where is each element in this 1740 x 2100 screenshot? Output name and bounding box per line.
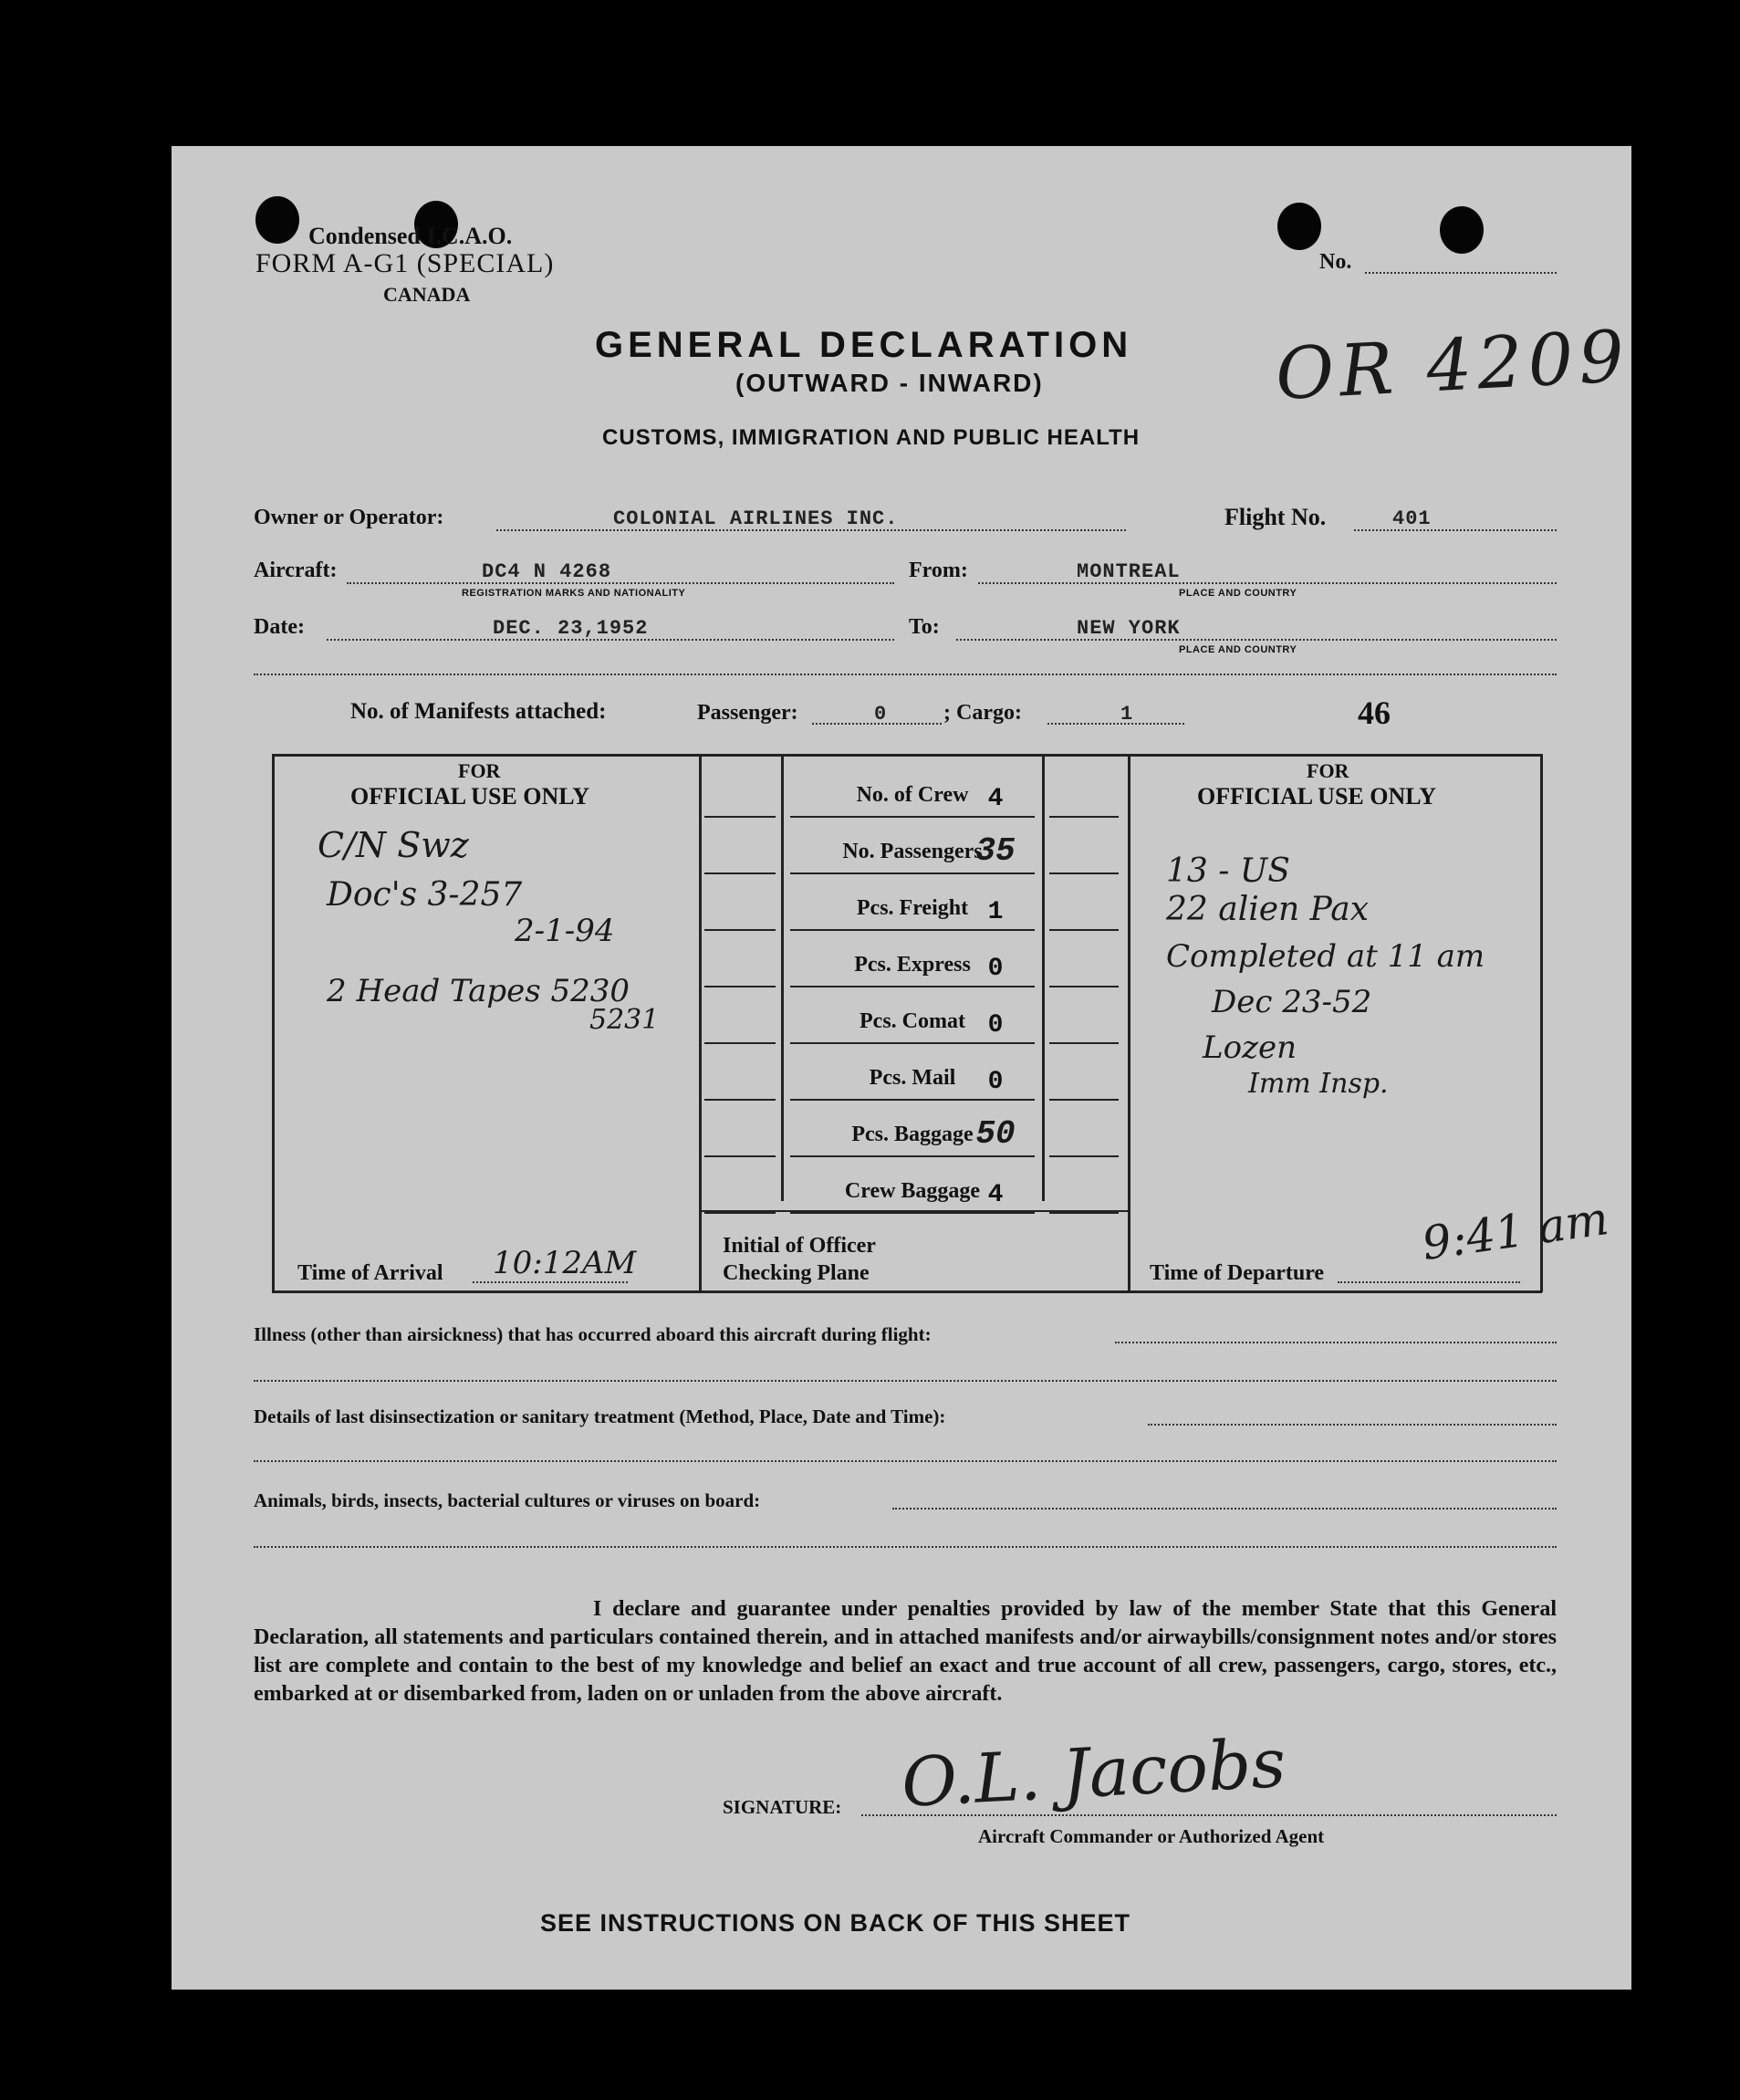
form-code-line2: FORM A-G1 (SPECIAL) bbox=[255, 248, 555, 278]
right-official-header-1: FOR bbox=[1307, 759, 1349, 782]
row-separator bbox=[704, 1212, 776, 1214]
aircraft-label: Aircraft: bbox=[254, 559, 338, 582]
disinsectization-label: Details of last disinsectization or sanitary treatment (Method, Place, Date and Time): bbox=[254, 1405, 946, 1427]
instructions-footer: SEE INSTRUCTIONS ON BACK OF THIS SHEET bbox=[540, 1909, 1131, 1937]
row-value: 0 bbox=[987, 1068, 1004, 1096]
row-label: Pcs. Freight bbox=[856, 896, 969, 920]
arrival-value: 10:12AM bbox=[493, 1245, 637, 1281]
from-value: MONTREAL bbox=[1077, 560, 1181, 583]
left-note: 2 Head Tapes 5230 bbox=[327, 973, 630, 1009]
row-separator bbox=[1049, 986, 1119, 987]
flight-label: Flight No. bbox=[1224, 504, 1327, 530]
punch-hole bbox=[255, 196, 299, 244]
row-separator bbox=[1049, 1155, 1119, 1157]
row-separator bbox=[790, 929, 1035, 931]
row-label: No. of Crew bbox=[856, 783, 969, 807]
row-separator bbox=[790, 1155, 1035, 1157]
manifests-cargo-label: ; Cargo: bbox=[943, 701, 1022, 725]
row-separator bbox=[790, 816, 1035, 818]
row-separator bbox=[790, 1099, 1035, 1101]
owner-label: Owner or Operator: bbox=[254, 506, 444, 529]
right-note: 22 alien Pax bbox=[1166, 891, 1370, 928]
row-separator bbox=[1049, 872, 1119, 874]
row-label: Pcs. Baggage bbox=[851, 1123, 974, 1146]
row-label: Crew Baggage bbox=[844, 1179, 981, 1203]
left-note: Doc's 3-257 bbox=[327, 876, 523, 914]
left-note: C/N Swz bbox=[318, 825, 469, 865]
from-caption: PLACE AND COUNTRY bbox=[1179, 588, 1297, 599]
to-caption: PLACE AND COUNTRY bbox=[1179, 644, 1297, 655]
signature-value: O.L. Jacobs bbox=[900, 1724, 1288, 1823]
row-separator bbox=[1049, 1212, 1119, 1214]
aircraft-value: DC4 N 4268 bbox=[482, 560, 612, 583]
right-official-header-2: OFFICIAL USE ONLY bbox=[1197, 783, 1436, 810]
page-subtitle: (OUTWARD - INWARD) bbox=[735, 369, 1044, 397]
row-separator bbox=[704, 986, 776, 987]
aircraft-caption: REGISTRATION MARKS AND NATIONALITY bbox=[462, 588, 686, 599]
row-label: No. Passengers bbox=[842, 840, 983, 863]
row-separator bbox=[790, 1212, 1035, 1214]
row-separator bbox=[704, 872, 776, 874]
right-note: Lozen bbox=[1203, 1029, 1297, 1066]
row-separator bbox=[790, 986, 1035, 987]
initial-label-2: Checking Plane bbox=[723, 1261, 870, 1285]
animals-label: Animals, birds, insects, bacterial cultures or viruses on board: bbox=[254, 1489, 761, 1511]
row-separator bbox=[704, 1155, 776, 1157]
left-official-header-2: OFFICIAL USE ONLY bbox=[350, 783, 589, 810]
date-label: Date: bbox=[254, 615, 305, 639]
departure-label: Time of Departure bbox=[1150, 1261, 1325, 1285]
departure-value: 9:41 am bbox=[1418, 1191, 1612, 1271]
right-note: Completed at 11 am bbox=[1166, 938, 1485, 975]
row-separator bbox=[704, 1099, 776, 1101]
row-value: 0 bbox=[987, 1011, 1004, 1040]
punch-hole bbox=[1277, 203, 1321, 250]
from-label: From: bbox=[909, 559, 968, 582]
page-subheading: CUSTOMS, IMMIGRATION AND PUBLIC HEALTH bbox=[602, 425, 1141, 450]
row-label: Pcs. Mail bbox=[869, 1066, 956, 1090]
row-separator bbox=[1049, 929, 1119, 931]
manifests-passenger-label: Passenger: bbox=[697, 701, 798, 725]
row-value: 35 bbox=[975, 832, 1016, 870]
left-note: 2-1-94 bbox=[515, 913, 615, 949]
row-separator bbox=[704, 1042, 776, 1044]
row-label: Pcs. Comat bbox=[860, 1009, 965, 1033]
signature-label: SIGNATURE: bbox=[723, 1796, 842, 1818]
form-country: CANADA bbox=[383, 283, 471, 306]
initial-label-1: Initial of Officer bbox=[723, 1234, 876, 1258]
right-note: Imm Insp. bbox=[1248, 1068, 1389, 1100]
left-note: 5231 bbox=[589, 1004, 660, 1036]
signature-caption: Aircraft Commander or Authorized Agent bbox=[978, 1825, 1325, 1847]
row-separator bbox=[704, 929, 776, 931]
illness-label: Illness (other than airsickness) that has occurred aboard this aircraft during flight: bbox=[254, 1323, 932, 1345]
row-label: Pcs. Express bbox=[854, 953, 971, 977]
arrival-label: Time of Arrival bbox=[297, 1261, 443, 1285]
form-number-label: No. bbox=[1319, 250, 1352, 274]
row-value: 1 bbox=[987, 898, 1004, 926]
declaration-form-sheet bbox=[172, 146, 1631, 1990]
left-official-header-1: FOR bbox=[458, 759, 501, 782]
row-separator bbox=[1049, 1099, 1119, 1101]
page-title: GENERAL DECLARATION bbox=[595, 325, 1133, 365]
row-value: 4 bbox=[987, 1181, 1004, 1209]
form-code-line1: Condensed I.C.A.O. bbox=[308, 223, 513, 249]
handwritten-file-number: OR 4209 bbox=[1273, 315, 1632, 417]
row-value: 4 bbox=[987, 785, 1004, 813]
manifests-label: No. of Manifests attached: bbox=[350, 699, 607, 724]
manifests-passenger-value: 0 bbox=[874, 703, 888, 726]
row-separator bbox=[704, 816, 776, 818]
to-label: To: bbox=[909, 615, 940, 639]
right-note: Dec 23-52 bbox=[1212, 984, 1372, 1020]
to-value: NEW YORK bbox=[1077, 617, 1181, 640]
declaration-text: I declare and guarantee under penalties provided by law of the member State that this General Declaration, all statements and particulars contained therein, and in attached manifests and/or airwaybills/consignment notes and/or stores list are complete and contain to the best of my knowledge and belief an exact and true account of all crew, passengers, cargo, stores, etc., embarked at or disembarked from, laden on or unladen from the above aircraft. bbox=[254, 1597, 1557, 1706]
row-separator bbox=[1049, 1042, 1119, 1044]
right-note: 13 - US bbox=[1166, 852, 1290, 890]
manifests-number: 46 bbox=[1358, 695, 1391, 731]
row-value: 50 bbox=[975, 1115, 1016, 1153]
row-separator bbox=[1049, 816, 1119, 818]
owner-value: COLONIAL AIRLINES INC. bbox=[613, 507, 899, 530]
row-value: 0 bbox=[987, 955, 1004, 983]
row-separator bbox=[790, 1042, 1035, 1044]
row-separator bbox=[790, 872, 1035, 874]
flight-value: 401 bbox=[1392, 507, 1432, 530]
manifests-cargo-value: 1 bbox=[1120, 703, 1134, 726]
date-value: DEC. 23,1952 bbox=[493, 617, 649, 640]
punch-hole bbox=[1440, 206, 1484, 254]
